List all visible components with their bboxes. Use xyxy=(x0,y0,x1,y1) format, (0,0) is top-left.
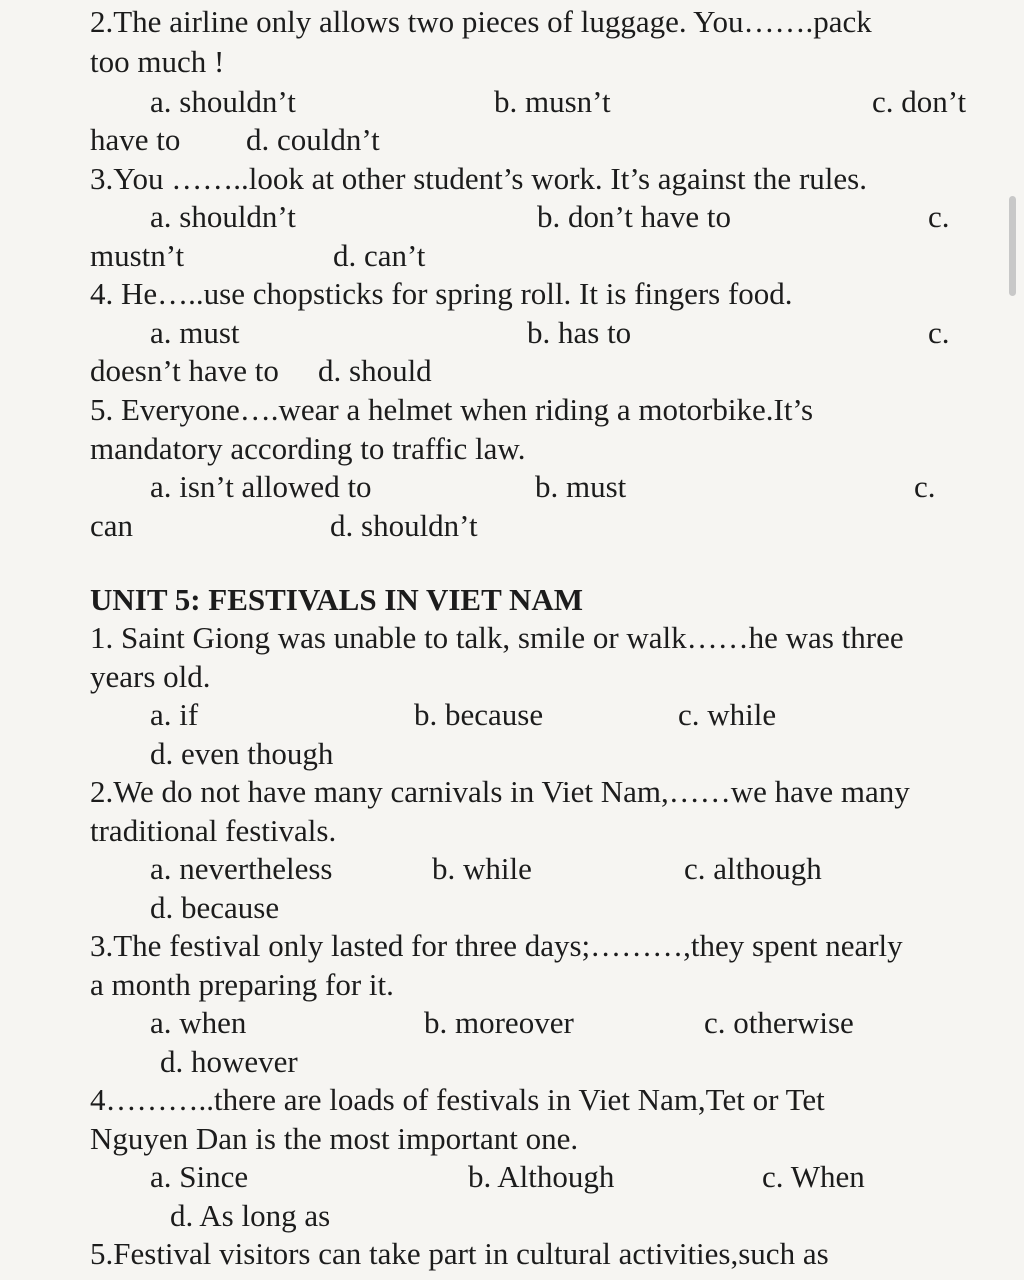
question-text: Nguyen Dan is the most important one. xyxy=(90,1121,579,1156)
option-b: b. must xyxy=(535,469,627,504)
question-text: mandatory according to traffic law. xyxy=(90,431,526,466)
option-c: c. while xyxy=(678,697,777,732)
option-a: a. must xyxy=(150,315,240,350)
question-text: 1. Saint Giong was unable to talk, smile or walk……he was three xyxy=(90,620,904,655)
question-text: traditional festivals. xyxy=(90,813,337,848)
option-c: c. don’t xyxy=(872,84,967,119)
option-d: d. couldn’t xyxy=(246,122,380,157)
question-text: 3.You ……..look at other student’s work. It’s against the rules. xyxy=(90,161,867,196)
question-text: 4………..there are loads of festivals in Viet Nam,Tet or Tet xyxy=(90,1082,825,1117)
option-d: d. however xyxy=(160,1044,298,1079)
option-d: d. even though xyxy=(150,736,334,771)
question-text: 2.The airline only allows two pieces of luggage. You…….pack xyxy=(90,4,872,39)
option-d: d. because xyxy=(150,890,280,925)
question-text: 5. Everyone….wear a helmet when riding a motorbike.It’s xyxy=(90,392,814,427)
question-text: years old. xyxy=(90,659,211,694)
option-c: c. otherwise xyxy=(704,1005,854,1040)
option-a: a. Since xyxy=(150,1159,249,1194)
option-b: b. musn’t xyxy=(494,84,611,119)
option-c-continued: mustn’t xyxy=(90,238,185,273)
option-d: d. should xyxy=(318,353,432,388)
option-b: b. has to xyxy=(527,315,632,350)
option-b: b. moreover xyxy=(424,1005,574,1040)
option-b: b. while xyxy=(432,851,532,886)
option-a: a. shouldn’t xyxy=(150,199,296,234)
option-c: c. although xyxy=(684,851,822,886)
option-c-continued: can xyxy=(90,508,134,543)
question-text: 5.Festival visitors can take part in cultural activities,such as xyxy=(90,1236,829,1271)
option-a: a. shouldn’t xyxy=(150,84,296,119)
option-a: a. when xyxy=(150,1005,247,1040)
option-b: b. because xyxy=(414,697,544,732)
option-d: d. shouldn’t xyxy=(330,508,478,543)
option-a: a. nevertheless xyxy=(150,851,333,886)
option-a: a. isn’t allowed to xyxy=(150,469,372,504)
option-c: c. xyxy=(928,199,950,234)
option-d: d. As long as xyxy=(170,1198,331,1233)
question-text: 2.We do not have many carnivals in Viet Nam,……we have many xyxy=(90,774,910,809)
scrollbar-thumb[interactable] xyxy=(1009,196,1016,296)
option-c: c. xyxy=(928,315,950,350)
question-text: too much ! xyxy=(90,44,225,79)
unit-heading: UNIT 5: FESTIVALS IN VIET NAM xyxy=(90,582,583,617)
option-c: c. When xyxy=(762,1159,865,1194)
question-text: a month preparing for it. xyxy=(90,967,394,1002)
option-b: b. Although xyxy=(468,1159,615,1194)
option-c: c. xyxy=(914,469,936,504)
question-text: 4. He…..use chopsticks for spring roll. It is fingers food. xyxy=(90,276,793,311)
option-d: d. can’t xyxy=(333,238,426,273)
option-c-continued: have to xyxy=(90,122,181,157)
option-b: b. don’t have to xyxy=(537,199,732,234)
option-c-continued: doesn’t have to xyxy=(90,353,279,388)
question-text: 3.The festival only lasted for three days;………,they spent nearly xyxy=(90,928,903,963)
option-a: a. if xyxy=(150,697,199,732)
